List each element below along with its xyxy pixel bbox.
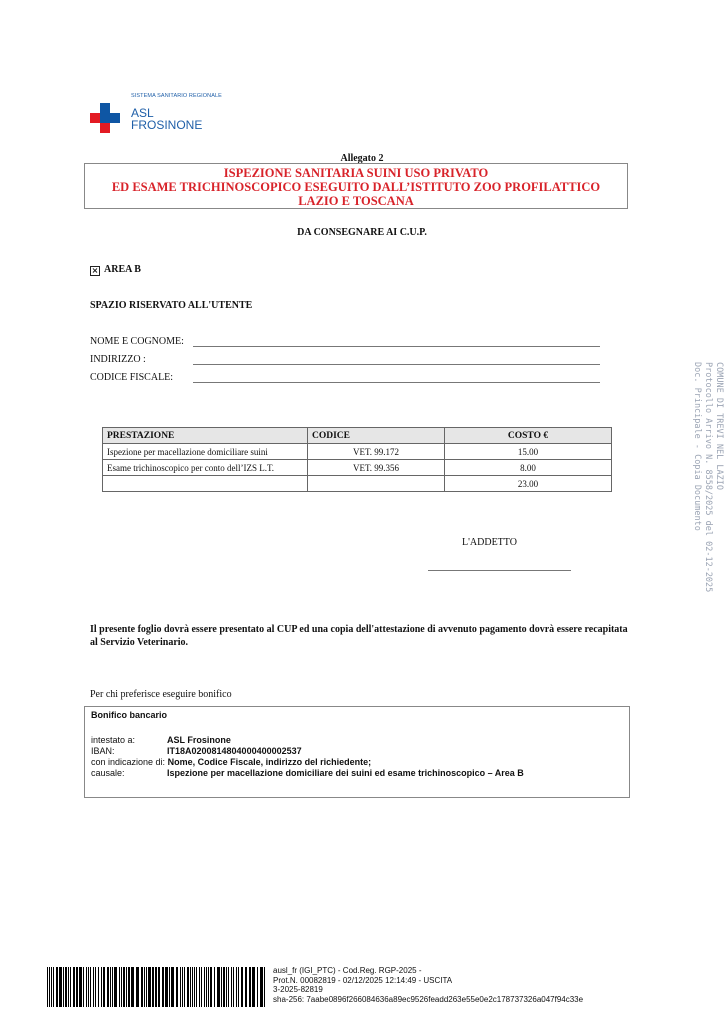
barcode-bar — [93, 967, 94, 1007]
header-costo: COSTO € — [445, 428, 612, 444]
barcode-bar — [90, 967, 91, 1007]
barcode-bar — [223, 967, 225, 1007]
stamp-line: Protocollo Arrivo N. 8558/2025 del 02-12-2025 — [703, 362, 713, 593]
barcode-bar — [95, 967, 96, 1007]
bank-intro: Per chi preferisce eseguire bonifico — [90, 689, 232, 700]
logo-subtitle: SISTEMA SANITARIO REGIONALE — [131, 93, 222, 99]
signature-line[interactable] — [428, 570, 571, 571]
barcode-bar — [83, 967, 84, 1007]
barcode-bar — [206, 967, 207, 1007]
barcode-bar — [208, 967, 209, 1007]
barcode-bar — [65, 967, 67, 1007]
barcode-bar — [51, 967, 52, 1007]
footer-line: 3-2025-82819 — [273, 985, 323, 994]
barcode-bar — [112, 967, 113, 1007]
footer-protocol — [273, 966, 583, 1004]
barcode-bar — [176, 967, 178, 1007]
barcode-bar — [241, 967, 243, 1007]
barcode-bar — [47, 967, 48, 1007]
barcode-bar — [260, 967, 263, 1007]
barcode-bar — [119, 967, 120, 1007]
barcode-bar — [204, 967, 205, 1007]
barcode-bar — [184, 967, 185, 1007]
field-line — [193, 346, 600, 347]
barcode-bar — [190, 967, 191, 1007]
barcode-bar — [123, 967, 125, 1007]
checkbox-checked-icon[interactable]: × — [91, 266, 99, 275]
cell-service: Ispezione per macellazione domiciliare suini — [103, 444, 308, 460]
barcode-bar — [98, 967, 99, 1007]
barcode-bar — [103, 967, 105, 1007]
barcode-bar — [79, 967, 82, 1007]
document-title: ISPEZIONE SANITARIA SUINI USO PRIVATO ED ESAME TRICHINOSCOPICO ESEGUITO DALL’ISTITUTO ZOO PROFILATTICO LAZIO E TOSCANA — [84, 163, 628, 209]
cell-cost: 8.00 — [445, 460, 612, 476]
barcode-bar — [217, 967, 220, 1007]
barcode-bar — [245, 967, 247, 1007]
cell-code: VET. 99.356 — [308, 460, 445, 476]
cell-cost: 15.00 — [445, 444, 612, 460]
tax-code-field[interactable] — [90, 372, 610, 386]
cell-service — [103, 476, 308, 492]
field-line — [193, 364, 600, 365]
bank-transfer-box — [84, 706, 630, 798]
barcode-bar — [257, 967, 258, 1007]
header-codice: CODICE — [308, 428, 445, 444]
barcode-bar — [121, 967, 122, 1007]
barcode-bar — [73, 967, 75, 1007]
barcode-bar — [228, 967, 229, 1007]
barcode-bar — [107, 967, 109, 1007]
barcode-bar — [233, 967, 234, 1007]
instructions-note: Il presente foglio dovrà essere presentato al CUP ed una copia dell'attestazione di avvenuto pagamento dovrà essere recapitata al Servizio Veterinario. — [90, 624, 628, 648]
footer-line: ausl_fr (IGI_PTC) - Cod.Reg. RGP-2025 - — [273, 966, 422, 975]
barcode-bar — [146, 967, 147, 1007]
allegato-label: Allegato 2 — [340, 153, 384, 164]
barcode-bar — [221, 967, 222, 1007]
barcode-bar — [249, 967, 251, 1007]
field-label: NOME E COGNOME: — [90, 336, 184, 347]
barcode-bar — [86, 967, 87, 1007]
cell-code — [308, 476, 445, 492]
barcode-bar — [165, 967, 168, 1007]
table-total-row — [103, 476, 612, 492]
barcode-bar — [136, 967, 139, 1007]
barcode-bar — [226, 967, 227, 1007]
barcode-bar — [49, 967, 50, 1007]
barcode-bar — [201, 967, 202, 1007]
barcode-bar — [63, 967, 64, 1007]
asl-logo — [88, 93, 268, 138]
cross-logo-icon — [90, 103, 120, 133]
barcode-bar — [88, 967, 89, 1007]
barcode-bar — [182, 967, 183, 1007]
field-label: INDIRIZZO : — [90, 354, 146, 365]
barcode-bar — [169, 967, 170, 1007]
barcode-bar — [214, 967, 215, 1007]
barcode-bar — [252, 967, 255, 1007]
bank-title: Bonifico bancario — [91, 710, 168, 720]
stamp-line: Doc. Principale - Copia Documento — [692, 362, 702, 531]
barcode-bar — [131, 967, 134, 1007]
area-option — [90, 264, 141, 276]
cell-total: 23.00 — [445, 476, 612, 492]
address-field[interactable] — [90, 354, 610, 368]
barcode-bar — [148, 967, 151, 1007]
barcode-bar — [231, 967, 232, 1007]
barcode-bar — [110, 967, 111, 1007]
barcode-bar — [192, 967, 193, 1007]
barcode-bar — [238, 967, 239, 1007]
barcode-bar — [128, 967, 130, 1007]
barcode-bar — [180, 967, 181, 1007]
table-row — [103, 444, 612, 460]
deliver-to-label: DA CONSEGNARE AI C.U.P. — [297, 227, 427, 238]
bank-row-beneficiary: intestato a: ASL Frosinone — [91, 735, 231, 745]
barcode-bar — [264, 967, 265, 1007]
table-header-row — [103, 428, 612, 444]
barcode-bar — [162, 967, 164, 1007]
header-prestazione: PRESTAZIONE — [103, 428, 308, 444]
footer-line: Prot.N. 00082819 - 02/12/2025 12:14:49 - USCITA — [273, 975, 453, 985]
barcode-bar — [68, 967, 69, 1007]
cell-service: Esame trichinoscopico per conto dell’IZS L.T. — [103, 460, 308, 476]
barcode-bar — [194, 967, 195, 1007]
barcode-bar — [187, 967, 189, 1007]
bank-row-iban: IBAN: IT18A0200814804000400002537 — [91, 746, 302, 756]
barcode-bar — [210, 967, 212, 1007]
barcode-bar — [76, 967, 78, 1007]
stamp-line: COMUNE DI TREVI NEL LAZIO — [714, 362, 724, 490]
signature-label: L'ADDETTO — [462, 537, 517, 548]
logo-name: ASL FROSINONE — [131, 106, 203, 132]
barcode-bar — [236, 967, 237, 1007]
area-label: AREA B — [104, 264, 141, 275]
table-row — [103, 460, 612, 476]
barcode-bar — [155, 967, 157, 1007]
barcode-icon — [47, 967, 269, 1007]
barcode-bar — [126, 967, 127, 1007]
protocol-stamp — [666, 362, 724, 662]
bank-row-indication: con indicazione di: Nome, Codice Fiscale, indirizzo del richiedente; — [91, 757, 372, 767]
cell-code: VET. 99.172 — [308, 444, 445, 460]
costs-table — [102, 427, 612, 492]
barcode-bar — [114, 967, 117, 1007]
barcode-bar — [101, 967, 102, 1007]
name-field[interactable] — [90, 336, 610, 350]
user-section-heading: SPAZIO RISERVATO ALL'UTENTE — [90, 300, 253, 311]
bank-row-reason: causale: Ispezione per macellazione domiciliare dei suini ed esame trichinoscopico – Area B — [91, 768, 524, 778]
field-line — [193, 382, 600, 383]
barcode-bar — [53, 967, 54, 1007]
barcode-bar — [196, 967, 197, 1007]
barcode-bar — [171, 967, 174, 1007]
barcode-bar — [56, 967, 58, 1007]
barcode-bar — [152, 967, 154, 1007]
barcode-bar — [59, 967, 62, 1007]
field-label: CODICE FISCALE: — [90, 372, 174, 383]
barcode-bar — [144, 967, 145, 1007]
barcode-bar — [158, 967, 160, 1007]
barcode-bar — [141, 967, 143, 1007]
barcode-bar — [70, 967, 71, 1007]
barcode-bar — [199, 967, 200, 1007]
footer-line: sha-256: 7aabe0896f266084636a89ec9526feadd263e55e0e2c178737326a047f94c33e — [273, 994, 584, 1004]
